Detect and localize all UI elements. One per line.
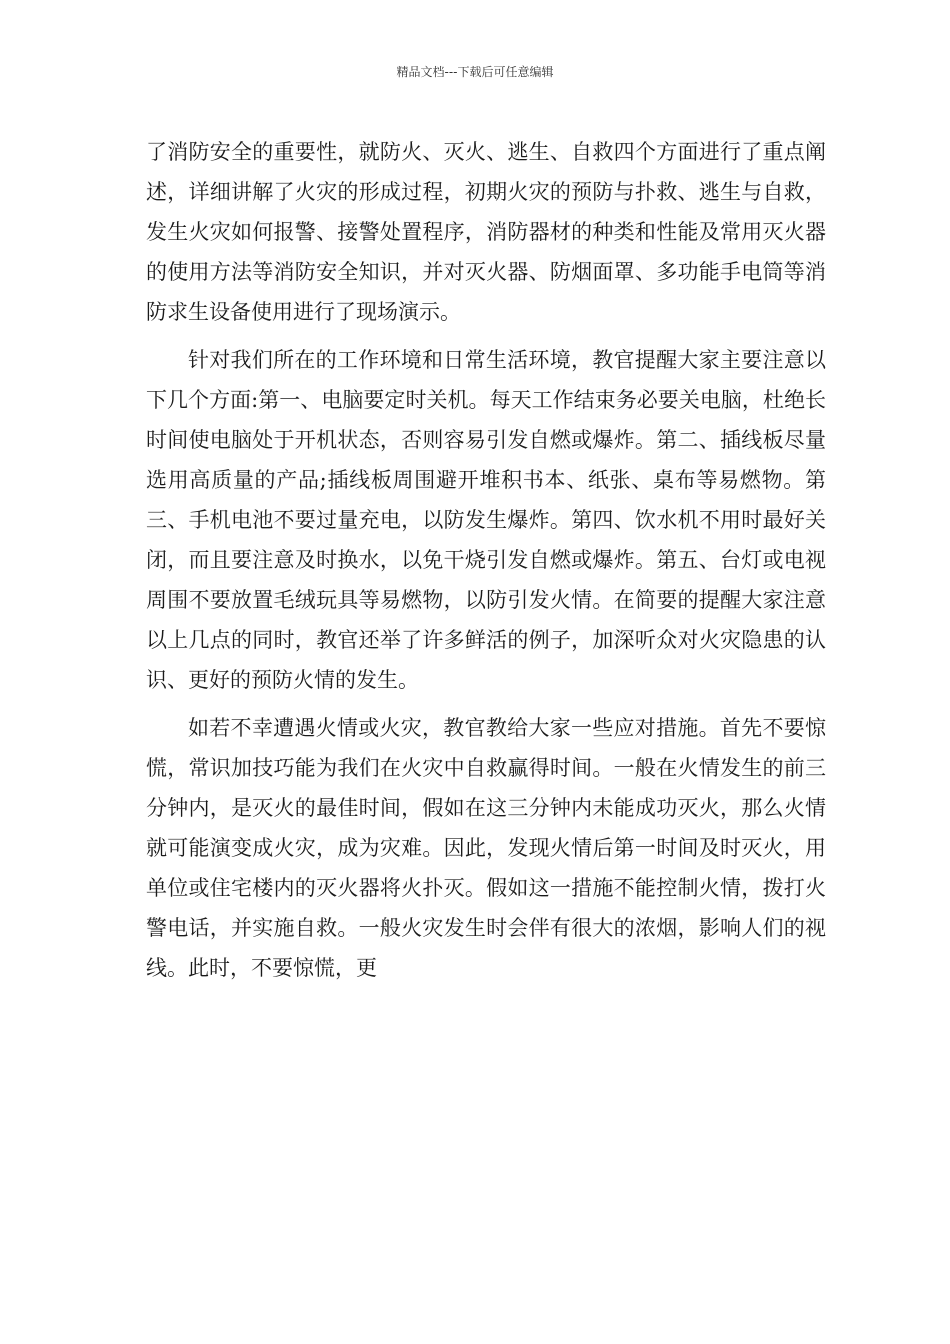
page-header: 精品文档---下载后可任意编辑 <box>396 65 554 79</box>
paragraph-2: 针对我们所在的工作环境和日常生活环境，教官提醒大家主要注意以下几个方面:第一、电脑要定时关机。每天工作结束务必要关电脑，杜绝长时间使电脑处于开机状态，否则容易引发自燃或爆炸。第二、插线板尽量选用高质量的产品;插线板周围避开堆积书本、纸张、桌布等易燃物。第三、手机电池不要过量充电，以防发生爆炸。第四、饮水机不用时最好关闭，而且要注意及时换水，以免干烧引发自燃或爆炸。第五、台灯或电视周围不要放置毛绒玩具等易燃物，以防引发火情。在简要的提醒大家注意以上几点的同时，教官还举了许多鲜活的例子，加深听众对火灾隐患的认识、更好的预防火情的发生。 <box>146 348 826 692</box>
paragraph-1: 了消防安全的重要性，就防火、灭火、逃生、自救四个方面进行了重点阐述，详细讲解了火灾的形成过程，初期火灾的预防与扑救、逃生与自救，发生火灾如何报警、接警处置程序，消防器材的种类和性能及常用灭火器的使用方法等消防安全知识，并对灭火器、防烟面罩、多功能手电筒等消防求生设备使用进行了现场演示。 <box>146 140 826 324</box>
paragraph-3: 如若不幸遭遇火情或火灾，教官教给大家一些应对措施。首先不要惊慌，常识加技巧能为我们在火灾中自救赢得时间。一般在火情发生的前三分钟内，是灭火的最佳时间，假如在这三分钟内未能成功灭火，那么火情就可能演变成火灾，成为灾难。因此，发现火情后第一时间及时灭火，用单位或住宅楼内的灭火器将火扑灭。假如这一措施不能控制火情，拨打火警电话，并实施自救。一般火灾发生时会伴有很大的浓烟，影响人们的视线。此时，不要惊慌，更 <box>146 716 826 980</box>
document-body <box>146 132 826 996</box>
